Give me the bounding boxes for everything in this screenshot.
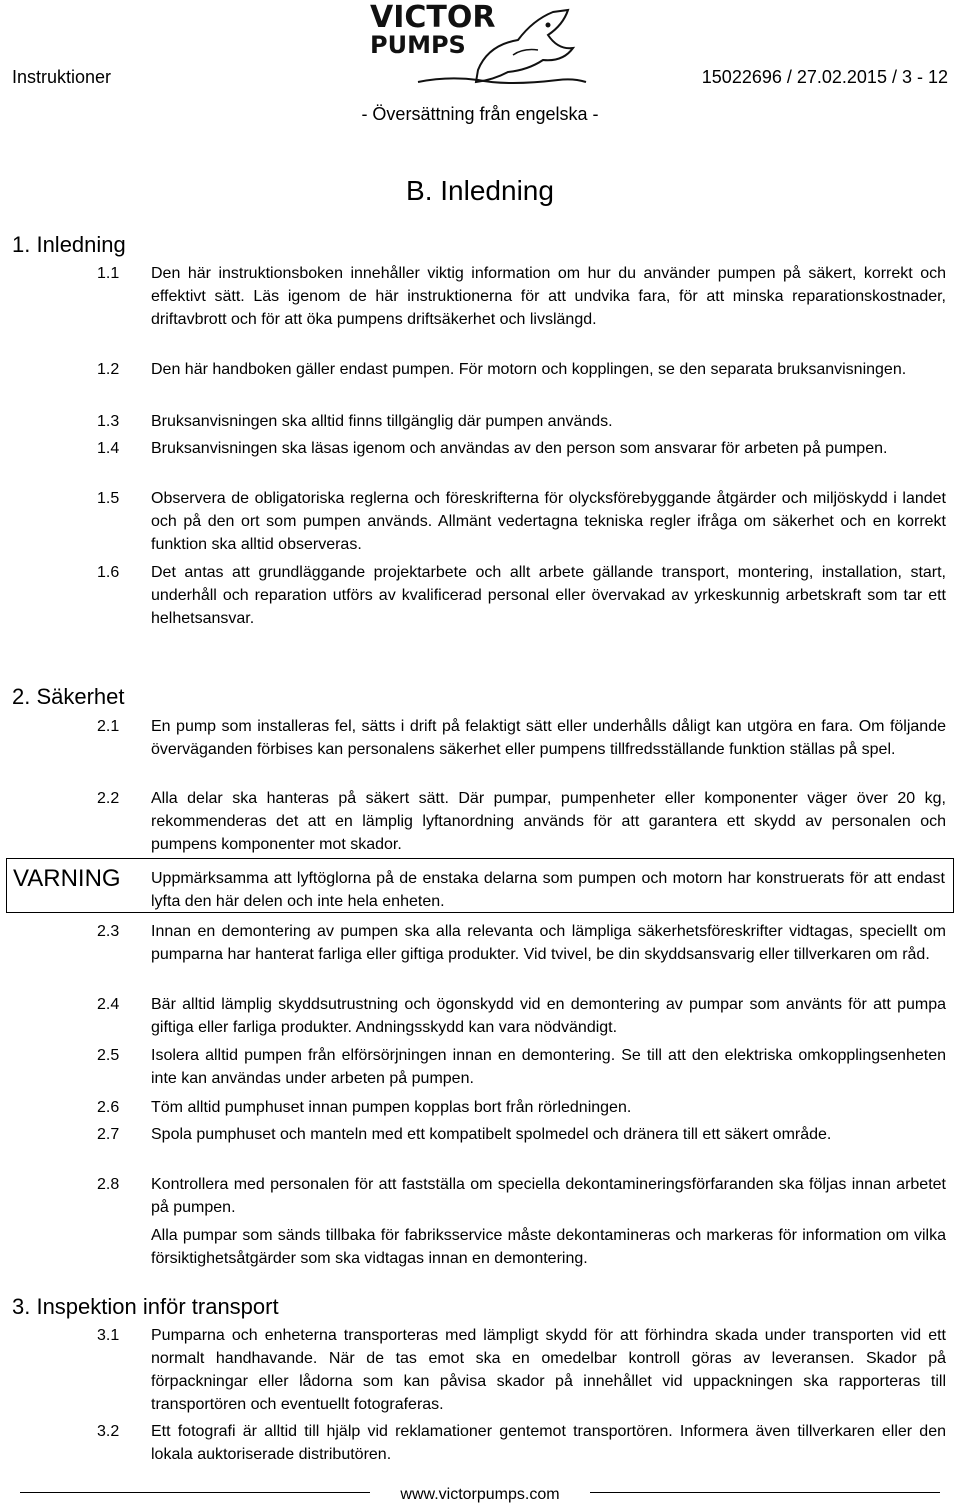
section-title-1: 1. Inledning xyxy=(12,232,126,257)
item-text: Bär alltid lämplig skyddsutrustning och ögonskydd vid en demontering av pumpar som använts för att pumpa giftiga eller farliga produkter. Andningsskydd kan vara nödvändigt. xyxy=(151,996,946,1036)
item-number: 2.6 xyxy=(97,1099,120,1116)
item-text: Innan en demontering av pumpen ska alla relevanta och lämpliga säkerhetsföreskrifter vidtagas, speciellt om pumparna har hanterat farliga eller giftiga produkter. Vid tvivel, be din skyddsansvarig eller tillverkaren om råd. xyxy=(151,923,946,963)
item-number: 2.1 xyxy=(97,718,120,735)
item-text: Kontrollera med personalen för att fastställa om speciella dekontamineringsförfaranden ska följas innan arbetet på pumpen. xyxy=(151,1176,946,1216)
item-number: 3.2 xyxy=(97,1423,120,1440)
svg-text:PUMPS: PUMPS xyxy=(370,31,466,59)
item-number: 2.3 xyxy=(97,923,120,940)
item-number: 3.1 xyxy=(97,1327,120,1344)
item-number: 2.7 xyxy=(97,1126,120,1143)
item-number: 1.6 xyxy=(97,564,120,581)
item-text: Den här handboken gäller endast pumpen. För motorn och kopplingen, se den separata bruksanvisningen. xyxy=(151,361,907,378)
warning-label: VARNING xyxy=(13,865,121,892)
item-number: 2.4 xyxy=(97,996,120,1013)
warning-text: Uppmärksamma att lyftöglorna på de enstaka delarna som pumpen och motorn har konstruerats för att endast lyfta den här delen och inte hela enheten. xyxy=(151,870,945,910)
document-reference: 15022696 / 27.02.2015 / 3 - 12 xyxy=(701,67,948,87)
item-number: 1.1 xyxy=(97,265,120,282)
footer-website: www.victorpumps.com xyxy=(400,1486,560,1503)
victor-pumps-logo xyxy=(358,0,588,90)
item-text: En pump som installeras fel, sätts i drift på felaktigt sätt eller underhålls dåligt kan utgöra en fara. Om följande överväganden förbises kan personalens säkerhet eller pumpens tillfredsställande funktion ställas på spel. xyxy=(151,718,946,758)
item-text: Ett fotografi är alltid till hjälp vid reklamationer gentemot transportören. Informera även tillverkaren eller den lokala auktoriserade distributören. xyxy=(151,1423,946,1463)
item-number: 1.5 xyxy=(97,490,120,507)
item-number: 1.3 xyxy=(97,413,120,430)
section-title-3: 3. Inspektion inför transport xyxy=(12,1294,279,1319)
main-title: B. Inledning xyxy=(406,175,554,206)
item-number: 1.4 xyxy=(97,440,120,457)
item-number: 2.8 xyxy=(97,1176,120,1193)
section-title-2: 2. Säkerhet xyxy=(12,684,125,709)
item-number: 1.2 xyxy=(97,361,120,378)
item-text: Det antas att grundläggande projektarbete och allt arbete gällande transport, montering, installation, start, underhåll och reparation utförs av kvalificerad personal eller övervakad av yrkeskunnig arbetskraft som tar ett helhetsansvar. xyxy=(151,564,946,627)
translation-note: - Översättning från engelska - xyxy=(361,104,599,124)
item-text: Töm alltid pumphuset innan pumpen kopplas bort från rörledningen. xyxy=(151,1099,632,1116)
item-text: Spola pumphuset och manteln med ett kompatibelt spolmedel och dränera till ett säkert område. xyxy=(151,1126,832,1143)
item-text: Den här instruktionsboken innehåller viktig information om hur du använder pumpen på säkert, korrekt och effektivt sätt. Läs igenom de här instruktionerna för att undvika fara, för att minska reparationskostnader, driftavbrott och för att öka pumpens driftsäkerhet och livslängd. xyxy=(151,265,946,328)
item-text: Alla pumpar som sänds tillbaka för fabriksservice måste dekontamineras och markeras för information om vilka försiktighetsåtgärder som ska vidtagas innan en demontering. xyxy=(151,1227,946,1267)
item-text: Bruksanvisningen ska läsas igenom och användas av den person som ansvarar för arbeten på pumpen. xyxy=(151,440,888,457)
item-text: Alla delar ska hanteras på säkert sätt. Där pumpar, pumpenheter eller komponenter väger över 20 kg, rekommenderas det att en lämplig lyftanordning används för att garantera ett skydd av personalen och pumpens komponenter mot skador. xyxy=(151,790,946,853)
item-text: Isolera alltid pumpen från elförsörjningen innan en demontering. Se till att den elektriska omkopplingsenheten inte kan användas under arbeten på pumpen. xyxy=(151,1047,946,1087)
item-text: Bruksanvisningen ska alltid finns tillgänglig där pumpen används. xyxy=(151,413,613,430)
item-text: Observera de obligatoriska reglerna och föreskrifterna för olycksförebyggande åtgärder och miljöskydd i landet och på den ort som pumpen används. Allmänt vedertagna tekniska regler ifråga om säkerhet och en korrekt funktion ska alltid observeras. xyxy=(151,490,946,553)
svg-text:VICTOR: VICTOR xyxy=(370,0,496,35)
item-number: 2.5 xyxy=(97,1047,120,1064)
item-number: 2.2 xyxy=(97,790,120,807)
item-text: Pumparna och enheterna transporteras med lämpligt skydd för att förhindra skada under transporten vid ett normalt handhavande. När de tas emot ska en omedelbar kontroll göras av leveransen. Skador på förpackningar eller lådorna som kan påvisa skador på innehållet vid uppackningen ska rapporteras till transportören och eventuellt fotograferas. xyxy=(151,1327,946,1413)
warning-box xyxy=(6,858,954,913)
header-left-title: Instruktioner xyxy=(12,67,112,87)
